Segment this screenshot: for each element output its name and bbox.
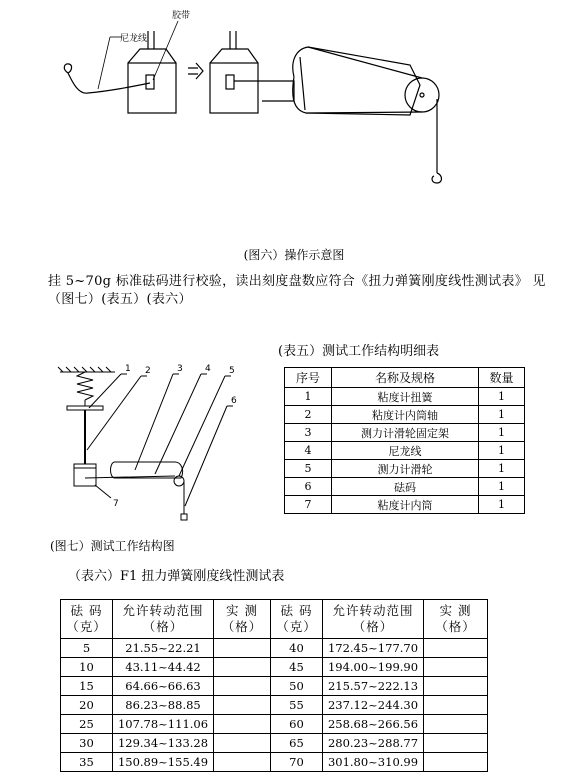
cell: 7 bbox=[285, 496, 332, 514]
table-row bbox=[61, 639, 488, 658]
header-range-2 bbox=[323, 600, 424, 639]
viscometer-head-left bbox=[128, 49, 176, 63]
cell bbox=[214, 658, 271, 677]
cell bbox=[424, 753, 488, 772]
cell: 64.66~66.63 bbox=[113, 677, 214, 696]
cell: 65 bbox=[271, 734, 323, 753]
inner-cylinder bbox=[74, 464, 96, 486]
table-row bbox=[61, 753, 488, 772]
header-index: 序号 bbox=[285, 368, 332, 388]
cell: 215.57~222.13 bbox=[323, 677, 424, 696]
table-row bbox=[61, 696, 488, 715]
table-row bbox=[285, 496, 525, 514]
label-nylon: 尼龙线 bbox=[120, 34, 148, 44]
nylon-thread-line bbox=[68, 73, 150, 93]
cell bbox=[214, 734, 271, 753]
table5-title: (表五）测试工作结构明细表 bbox=[278, 344, 440, 359]
pulley-frame bbox=[293, 47, 420, 115]
cell: 30 bbox=[61, 734, 113, 753]
table-row bbox=[285, 442, 525, 460]
callout-4: 4 bbox=[205, 364, 211, 374]
table6-title: （表六）F1 扭力弹簧刚度线性测试表 bbox=[68, 569, 285, 584]
cell: 194.00~199.90 bbox=[323, 658, 424, 677]
table-row bbox=[285, 424, 525, 442]
cell bbox=[424, 639, 488, 658]
operation-diagram bbox=[50, 5, 470, 205]
header-range-1 bbox=[113, 600, 214, 639]
table-row bbox=[61, 677, 488, 696]
header-unit: （格） bbox=[221, 619, 263, 634]
cell: 4 bbox=[285, 442, 332, 460]
cell bbox=[424, 677, 488, 696]
header-unit: （格） bbox=[142, 619, 184, 634]
instruction-paragraph: 挂 5~70g 标准砝码进行校验，读出刻度盘数应符合《扭力弹簧刚度线性测试表》 见（图七）(表五）(表六） bbox=[48, 274, 546, 307]
cell: 1 bbox=[285, 388, 332, 406]
cell: 砝码 bbox=[332, 478, 479, 496]
header-measured-2 bbox=[424, 600, 488, 639]
cell: 40 bbox=[271, 639, 323, 658]
header-line: 砝 码 bbox=[70, 603, 103, 618]
cell: 测力计滑轮固定架 bbox=[332, 424, 479, 442]
cell: 45 bbox=[271, 658, 323, 677]
cell bbox=[214, 715, 271, 734]
cell: 86.23~88.85 bbox=[113, 696, 214, 715]
pulley-wheel bbox=[405, 78, 439, 112]
cell: 测力计滑轮 bbox=[332, 460, 479, 478]
cell: 粘度计内筒轴 bbox=[332, 406, 479, 424]
callout-1: 1 bbox=[125, 364, 131, 374]
cell bbox=[214, 696, 271, 715]
cell: 55 bbox=[271, 696, 323, 715]
viscometer-head-right bbox=[210, 49, 258, 63]
cell: 粘度计扭簧 bbox=[332, 388, 479, 406]
label-tape: 胶带 bbox=[172, 11, 191, 21]
cell bbox=[424, 696, 488, 715]
figure6-caption: (图六）操作示意图 bbox=[243, 248, 345, 262]
cell bbox=[424, 715, 488, 734]
header-unit: （克） bbox=[66, 619, 107, 634]
cell: 1 bbox=[479, 424, 525, 442]
table-header-row bbox=[285, 368, 525, 388]
cell: 5 bbox=[285, 460, 332, 478]
cell: 129.34~133.28 bbox=[113, 734, 214, 753]
header-unit: （格） bbox=[352, 619, 394, 634]
header-measured-1 bbox=[214, 600, 271, 639]
cell: 1 bbox=[479, 496, 525, 514]
table6-body bbox=[61, 639, 488, 772]
hook-icon bbox=[432, 173, 441, 183]
cell bbox=[214, 753, 271, 772]
header-line: 实 测 bbox=[439, 603, 472, 618]
header-name: 名称及规格 bbox=[332, 368, 479, 388]
cell: 280.23~288.77 bbox=[323, 734, 424, 753]
cell: 1 bbox=[479, 388, 525, 406]
cell: 粘度计内筒 bbox=[332, 496, 479, 514]
callout-5: 5 bbox=[229, 366, 235, 376]
cell: 301.80~310.99 bbox=[323, 753, 424, 772]
cell: 1 bbox=[479, 442, 525, 460]
viscometer-body-left bbox=[128, 63, 176, 113]
cell: 21.55~22.21 bbox=[113, 639, 214, 658]
cell: 1 bbox=[479, 460, 525, 478]
cell: 43.11~44.42 bbox=[113, 658, 214, 677]
cell: 25 bbox=[61, 715, 113, 734]
cell: 1 bbox=[479, 406, 525, 424]
cell: 尼龙线 bbox=[332, 442, 479, 460]
cell bbox=[214, 677, 271, 696]
header-unit: （克） bbox=[276, 619, 317, 634]
cell: 10 bbox=[61, 658, 113, 677]
table-row bbox=[285, 460, 525, 478]
callout-7: 7 bbox=[113, 499, 119, 509]
header-unit: （格） bbox=[435, 619, 476, 634]
cell: 15 bbox=[61, 677, 113, 696]
cell bbox=[424, 658, 488, 677]
cell: 50 bbox=[271, 677, 323, 696]
header-weight-2 bbox=[271, 600, 323, 639]
spring-linearity-table bbox=[60, 599, 488, 772]
cell: 35 bbox=[61, 753, 113, 772]
table-row bbox=[285, 406, 525, 424]
cell: 237.12~244.30 bbox=[323, 696, 424, 715]
table-row bbox=[61, 715, 488, 734]
callout-3: 3 bbox=[177, 364, 183, 374]
cell: 3 bbox=[285, 424, 332, 442]
cell: 70 bbox=[271, 753, 323, 772]
cell: 60 bbox=[271, 715, 323, 734]
header-line: 砝 码 bbox=[280, 603, 313, 618]
cell: 107.78~111.06 bbox=[113, 715, 214, 734]
cell: 258.68~266.56 bbox=[323, 715, 424, 734]
cell: 6 bbox=[285, 478, 332, 496]
cell: 172.45~177.70 bbox=[323, 639, 424, 658]
header-weight-1 bbox=[61, 600, 113, 639]
weight bbox=[181, 514, 187, 520]
cell: 5 bbox=[61, 639, 113, 658]
cell bbox=[214, 639, 271, 658]
cell: 150.89~155.49 bbox=[113, 753, 214, 772]
table-row bbox=[285, 478, 525, 496]
test-structure-diagram bbox=[55, 360, 250, 530]
torsion-spring bbox=[77, 372, 93, 400]
cell: 1 bbox=[479, 478, 525, 496]
header-quantity: 数量 bbox=[479, 368, 525, 388]
header-line: 允许转动范围 bbox=[332, 603, 414, 618]
table-row bbox=[61, 734, 488, 753]
cell: 2 bbox=[285, 406, 332, 424]
callout-6: 6 bbox=[231, 396, 237, 406]
callout-2: 2 bbox=[145, 366, 151, 376]
structure-detail-table bbox=[284, 367, 525, 514]
table-row bbox=[285, 388, 525, 406]
header-line: 允许转动范围 bbox=[122, 603, 204, 618]
cell: 20 bbox=[61, 696, 113, 715]
cell bbox=[424, 734, 488, 753]
table-row bbox=[61, 658, 488, 677]
figure7-caption: (图七）测试工作结构图 bbox=[50, 539, 175, 553]
table-header-row bbox=[61, 600, 488, 639]
right-arrow-icon bbox=[188, 63, 203, 79]
header-line: 实 测 bbox=[226, 603, 258, 618]
